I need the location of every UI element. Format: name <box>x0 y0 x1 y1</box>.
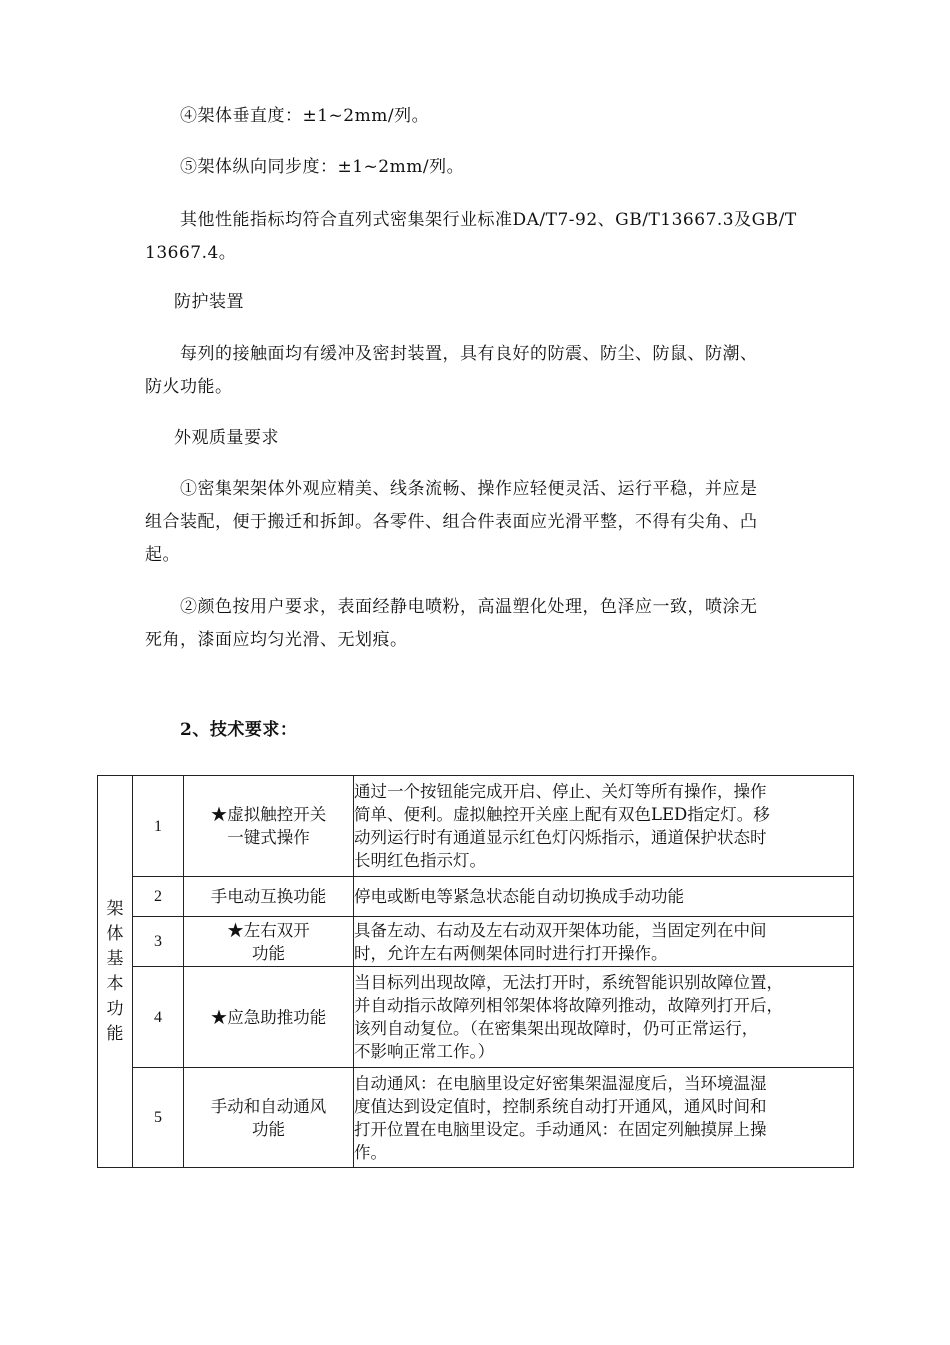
feature-description <box>354 917 854 967</box>
row-number: 4 <box>133 967 184 1068</box>
feature-line: 手电动互换功能 <box>210 887 327 906</box>
feature-description <box>354 1068 854 1168</box>
group-label-char: 能 <box>106 1023 124 1044</box>
paragraph-color-line2: 死角，漆面应均匀光滑、无划痕。 <box>145 630 408 650</box>
description-line: 作。 <box>354 1142 387 1162</box>
feature-name <box>184 877 354 917</box>
paragraph-standards-line2: 13667.4。 <box>145 243 237 263</box>
paragraph-color-line1: ②颜色按用户要求，表面经静电喷粉，高温塑化处理，色泽应一致，喷涂无 <box>180 597 758 617</box>
paragraph-appearance-line2: 组合装配，便于搬迁和拆卸。各零件、组合件表面应光滑平整，不得有尖角、凸 <box>145 512 758 532</box>
description-line: 打开位置在电脑里设定。手动通风：在固定列触摸屏上操 <box>354 1119 767 1139</box>
requirements-table <box>97 775 854 1168</box>
description-line: 并自动指示故障列相邻架体将故障列推动，故障列打开后， <box>354 996 783 1015</box>
row-number: 3 <box>133 917 184 967</box>
description-line: 不影响正常工作。） <box>354 1042 495 1061</box>
feature-description <box>354 967 854 1068</box>
feature-line: ★左右双开 <box>227 920 310 940</box>
feature-line: 手动和自动通风 <box>210 1096 327 1116</box>
feature-name <box>184 917 354 967</box>
description-line: 长明红色指示灯。 <box>354 851 486 870</box>
group-label-cell <box>98 776 133 1168</box>
paragraph-standards-line1: 其他性能指标均符合直列式密集架行业标准DA/T7-92、GB/T13667.3及GB/T <box>180 210 797 230</box>
feature-description <box>354 776 854 877</box>
paragraph-protection-line2: 防火功能。 <box>145 377 233 397</box>
paragraph-appearance-line3: 起。 <box>145 545 180 565</box>
row-number: 1 <box>133 776 184 877</box>
subheading-protection: 防护装置 <box>174 292 244 312</box>
description-line: 度值达到设定值时，控制系统自动打开通风，通风时间和 <box>354 1096 767 1116</box>
group-label-char: 功 <box>106 998 124 1019</box>
feature-description <box>354 877 854 917</box>
group-label-char: 本 <box>106 973 124 994</box>
table-row <box>98 776 854 877</box>
table-row <box>98 967 854 1068</box>
row-number: 5 <box>133 1068 184 1168</box>
feature-name <box>184 1068 354 1168</box>
paragraph-appearance-line1: ①密集架架体外观应精美、线条流畅、操作应轻便灵活、运行平稳，并应是 <box>180 479 758 499</box>
description-line: 该列自动复位。（在密集架出现故障时，仍可正常运行， <box>354 1019 759 1038</box>
group-label-char: 基 <box>106 948 124 969</box>
description-line: 停电或断电等紧急状态能自动切换成手动功能 <box>354 887 684 906</box>
subheading-appearance: 外观质量要求 <box>174 428 279 448</box>
paragraph-verticality: ④架体垂直度：±1~2mm/列。 <box>180 106 430 126</box>
description-line: 具备左动、右动及左右动双开架体功能，当固定列在中间 <box>354 920 767 940</box>
description-line: 通过一个按钮能完成开启、停止、关灯等所有操作，操作 <box>354 782 767 801</box>
description-line: 时，允许左右两侧架体同时进行打开操作。 <box>354 943 668 963</box>
row-number: 2 <box>133 877 184 917</box>
feature-line: 功能 <box>252 1119 285 1139</box>
section-heading-technical-requirements: 2、技术要求： <box>180 720 298 740</box>
group-label-char: 架 <box>106 898 124 919</box>
description-line: 动列运行时有通道显示红色灯闪烁指示，通道保护状态时 <box>354 828 767 847</box>
table-row <box>98 1068 854 1168</box>
table-row <box>98 917 854 967</box>
feature-line: 一键式操作 <box>227 828 310 847</box>
paragraph-protection-line1: 每列的接触面均有缓冲及密封装置，具有良好的防震、防尘、防鼠、防潮、 <box>180 344 758 364</box>
feature-name <box>184 967 354 1068</box>
feature-line: ★虚拟触控开关 <box>210 805 327 824</box>
feature-line: 功能 <box>252 943 285 963</box>
feature-name <box>184 776 354 877</box>
description-line: 自动通风：在电脑里设定好密集架温湿度后，当环境温湿 <box>354 1073 767 1093</box>
description-line: 当目标列出现故障，无法打开时，系统智能识别故障位置， <box>354 973 783 992</box>
table-row <box>98 877 854 917</box>
group-label-char: 体 <box>106 923 124 944</box>
feature-line: ★应急助推功能 <box>210 1007 327 1027</box>
description-line: 简单、便利。虚拟触控开关座上配有双色LED指定灯。移 <box>354 805 770 824</box>
paragraph-sync: ⑤架体纵向同步度：±1~2mm/列。 <box>180 157 465 177</box>
